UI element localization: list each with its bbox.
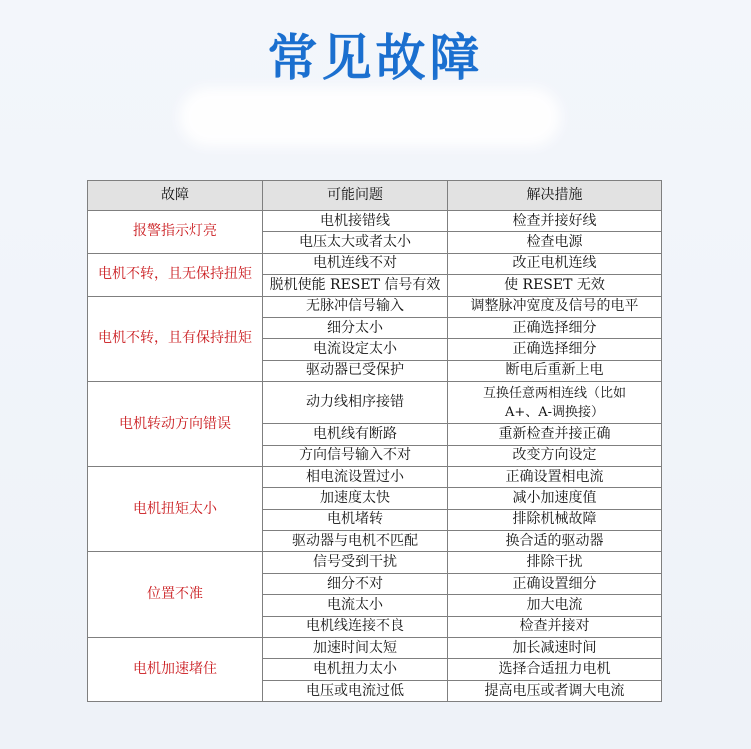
solution-cell: 排除机械故障 (448, 509, 662, 530)
solution-cell: 断电后重新上电 (448, 360, 662, 381)
problem-cell: 细分太小 (263, 317, 448, 338)
problem-cell: 电机堵转 (263, 509, 448, 530)
solution-cell: 正确设置相电流 (448, 466, 662, 487)
solution-cell: 排除干扰 (448, 552, 662, 573)
solution-cell: 检查并接对 (448, 616, 662, 637)
solution-cell: 减小加速度值 (448, 488, 662, 509)
problem-cell: 无脉冲信号输入 (263, 296, 448, 317)
problem-cell: 电压或电流过低 (263, 680, 448, 701)
problem-cell: 加速时间太短 (263, 638, 448, 659)
problem-cell: 脱机使能 RESET 信号有效 (263, 275, 448, 296)
problem-cell: 电机接错线 (263, 211, 448, 232)
solution-cell: 改变方向设定 (448, 445, 662, 466)
table-header-row (88, 181, 662, 211)
fault-table (87, 180, 662, 702)
fault-cell: 报警指示灯亮 (88, 211, 263, 254)
problem-cell: 电机连线不对 (263, 253, 448, 274)
page-title: 常见故障 (267, 29, 484, 87)
blurred-overlay (180, 88, 560, 146)
table-row (88, 552, 662, 573)
fault-cell: 电机扭矩太小 (88, 466, 263, 552)
problem-cell: 动力线相序接错 (263, 382, 448, 424)
solution-cell: 加大电流 (448, 595, 662, 616)
problem-cell: 驱动器与电机不匹配 (263, 531, 448, 552)
problem-cell: 电压太大或者太小 (263, 232, 448, 253)
solution-cell: 改正电机连线 (448, 253, 662, 274)
table-row (88, 253, 662, 274)
problem-cell: 电机线有断路 (263, 424, 448, 445)
problem-cell: 驱动器已受保护 (263, 360, 448, 381)
problem-cell: 电机扭力太小 (263, 659, 448, 680)
solution-cell: 提高电压或者调大电流 (448, 680, 662, 701)
problem-cell: 电流太小 (263, 595, 448, 616)
header-solution: 解决措施 (448, 181, 662, 211)
fault-cell: 电机不转，且有保持扭矩 (88, 296, 263, 382)
solution-cell: 正确选择细分 (448, 317, 662, 338)
header-fault: 故障 (88, 181, 263, 211)
solution-cell (448, 382, 662, 424)
table-row (88, 211, 662, 232)
fault-cell: 电机不转，且无保持扭矩 (88, 253, 263, 296)
problem-cell: 加速度太快 (263, 488, 448, 509)
solution-cell: 检查电源 (448, 232, 662, 253)
table-row (88, 466, 662, 487)
table-row (88, 296, 662, 317)
problem-cell: 方向信号输入不对 (263, 445, 448, 466)
problem-cell: 细分不对 (263, 573, 448, 594)
problem-cell: 电机线连接不良 (263, 616, 448, 637)
solution-cell: 换合适的驱动器 (448, 531, 662, 552)
problem-cell: 信号受到干扰 (263, 552, 448, 573)
solution-cell: 重新检查并接正确 (448, 424, 662, 445)
solution-cell: 调整脉冲宽度及信号的电平 (448, 296, 662, 317)
solution-cell: 加长减速时间 (448, 638, 662, 659)
solution-cell: 正确选择细分 (448, 339, 662, 360)
fault-cell: 位置不准 (88, 552, 263, 638)
solution-cell: 使 RESET 无效 (448, 275, 662, 296)
problem-cell: 相电流设置过小 (263, 466, 448, 487)
solution-cell: 选择合适扭力电机 (448, 659, 662, 680)
solution-line-2: A+、A-调换接） (504, 404, 605, 420)
fault-cell: 电机加速堵住 (88, 638, 263, 702)
table-row (88, 638, 662, 659)
solution-line-1: 互换任意两相连线（比如 (482, 385, 626, 401)
header-problem: 可能问题 (263, 181, 448, 211)
problem-cell: 电流设定太小 (263, 339, 448, 360)
table-row (88, 382, 662, 424)
solution-cell: 检查并接好线 (448, 211, 662, 232)
fault-cell: 电机转动方向错误 (88, 382, 263, 467)
solution-cell: 正确设置细分 (448, 573, 662, 594)
